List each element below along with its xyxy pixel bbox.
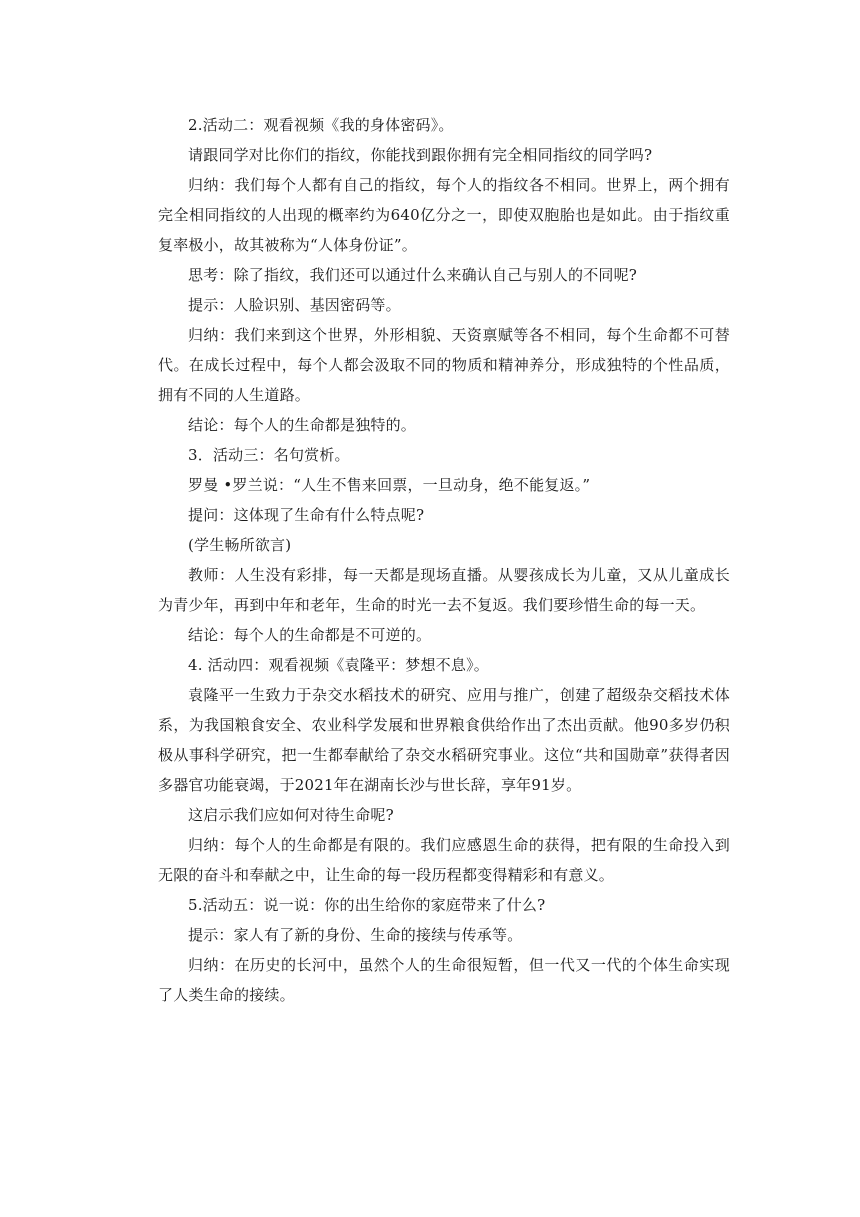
paragraph-conclusion-unique: 结论：每个人的生命都是独特的。 [188, 416, 417, 434]
paragraph-conclusion-irreversible: 结论：每个人的生命都是不可逆的。 [188, 626, 432, 644]
paragraph-students-discuss: (学生畅所欲言) [188, 536, 292, 554]
paragraph-yuan-longping: 袁隆平一生致力于杂交水稻技术的研究、应用与推广，创建了超级杂交稻技术体系，为我国粮食安全、农业科学发展和世界粮食供给作出了杰出贡献。他90多岁仍积极从事科学研究，把一生都奉献给了杂交水稻研究事业。这位“共和国勋章”获得者因多器官功能衰竭，于2021年在湖南长沙与世长辞，享年91岁。 [158, 686, 730, 794]
paragraph-think-question: 思考：除了指纹，我们还可以通过什么来确认自己与别人的不同呢? [188, 266, 638, 284]
paragraph-fingerprint-summary: 归纳：我们每个人都有自己的指纹，每个人的指纹各不相同。世界上，两个拥有完全相同指纹的人出现的概率约为640亿分之一，即使双胞胎也是如此。由于指纹重复率极小，故其被称为“人体身份证”。 [158, 176, 730, 254]
paragraph-activity-2-heading: 2.活动二：观看视频《我的身体密码》。 [188, 116, 454, 134]
document-body [158, 110, 730, 1010]
paragraph-uniqueness-summary: 归纳：我们来到这个世界，外形相貌、天资禀赋等各不相同，每个生命都不可替代。在成长过程中，每个人都会汲取不同的物质和精神养分，形成独特的个性品质，拥有不同的人生道路。 [158, 326, 730, 404]
paragraph-fingerprint-question: 请跟同学对比你们的指纹，你能找到跟你拥有完全相同指纹的同学吗? [188, 146, 653, 164]
paragraph-continuity-summary: 归纳：在历史的长河中，虽然个人的生命很短暂，但一代又一代的个体生命实现了人类生命的接续。 [158, 956, 730, 1004]
paragraph-inspiration-question: 这启示我们应如何对待生命呢? [188, 806, 394, 824]
paragraph-activity-4-heading: 4. 活动四：观看视频《袁隆平：梦想不息》。 [188, 656, 489, 674]
paragraph-hint-face-gene: 提示：人脸识别、基因密码等。 [188, 296, 401, 314]
paragraph-rolland-quote: 罗曼 •罗兰说：“人生不售来回票，一旦动身，绝不能复返。” [188, 476, 591, 494]
paragraph-hint-family: 提示：家人有了新的身份、生命的接续与传承等。 [188, 926, 523, 944]
paragraph-activity-3-heading: 3．活动三：名句赏析。 [188, 446, 350, 464]
paragraph-finite-life-summary: 归纳：每个人的生命都是有限的。我们应感恩生命的获得，把有限的生命投入到无限的奋斗和奉献之中，让生命的每一段历程都变得精彩和有意义。 [158, 836, 730, 884]
paragraph-question-feature: 提问：这体现了生命有什么特点呢? [188, 506, 425, 524]
paragraph-activity-5-heading: 5.活动五：说一说：你的出生给你的家庭带来了什么? [188, 896, 546, 914]
paragraph-teacher-remark: 教师：人生没有彩排，每一天都是现场直播。从婴孩成长为儿童，又从儿童成长为青少年，再到中年和老年，生命的时光一去不复返。我们要珍惜生命的每一天。 [158, 566, 730, 614]
